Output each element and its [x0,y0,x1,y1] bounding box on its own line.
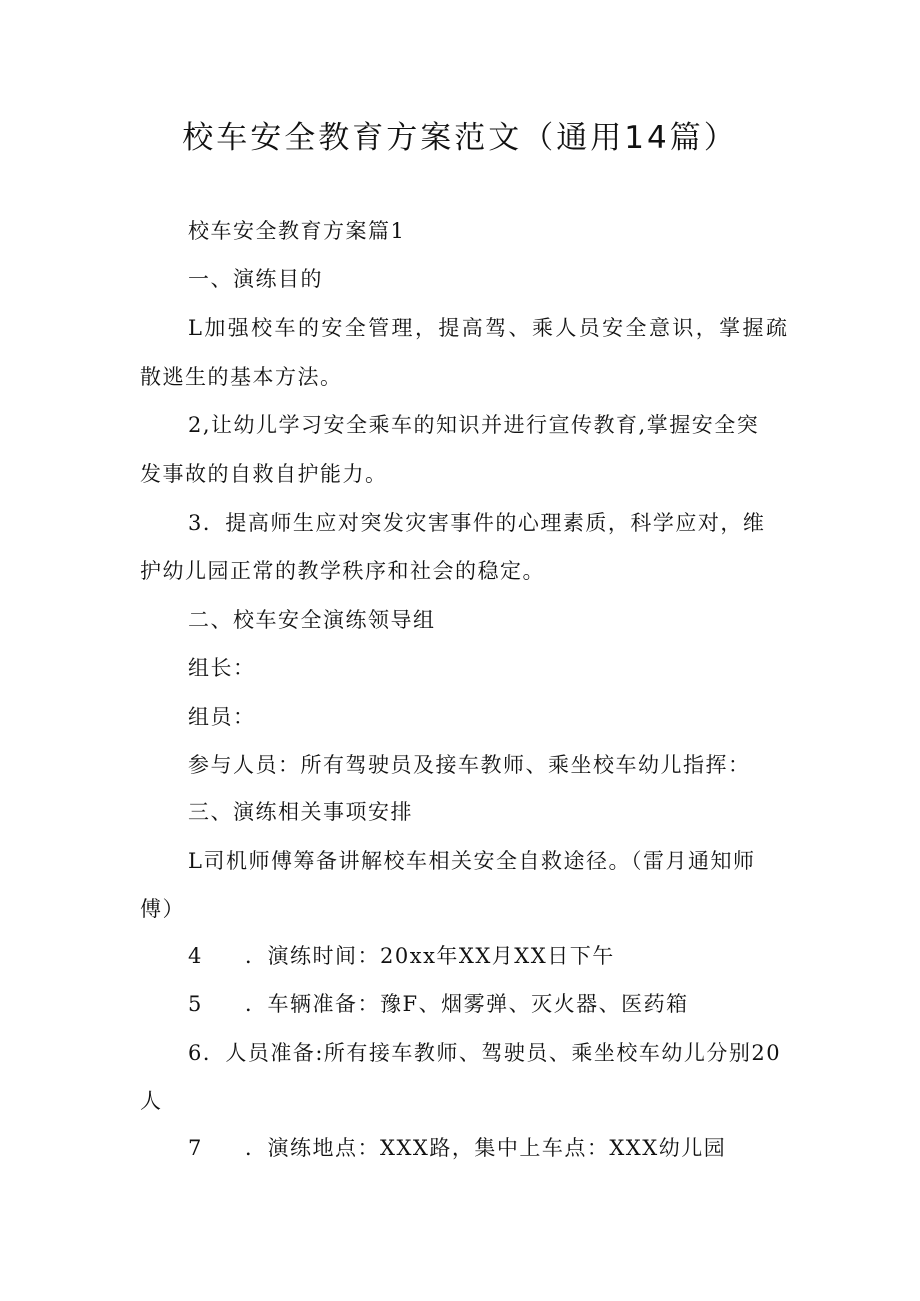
purpose-item-3-line-2: 护幼儿园正常的教学秩序和社会的稳定。 [140,559,545,583]
heading-leadership-group: 二、校车安全演练领导组 [188,608,436,632]
arrangement-item-7-number: 7 [188,1136,203,1160]
arrangement-item-4-text: ．演练时间：20xx年XX月XX日下午 [245,944,615,968]
arrangement-item-7 [188,1133,726,1163]
arrangement-item-4-number: 4 [188,944,203,968]
purpose-item-2-line-2: 发事故的自救自护能力。 [140,462,388,486]
arrangement-item-1-line-1: L司机师傅筹备讲解校车相关安全自救途径。（雷月通知师 [188,849,756,873]
arrangement-item-6-line-2: 人 [140,1089,163,1113]
heading-arrangements: 三、演练相关事项安排 [188,800,413,824]
document-title: 校车安全教育方案范文（通用14篇） [182,120,738,156]
purpose-item-2-line-1: 2,让幼儿学习安全乘车的知识并进行宣传教育,掌握安全突 [188,413,760,437]
arrangement-item-4 [188,941,615,971]
arrangement-item-5-number: 5 [188,992,203,1016]
purpose-item-1-line-1: L加强校车的安全管理，提高驾、乘人员安全意识，掌握疏 [188,316,790,340]
arrangement-item-5 [188,989,689,1019]
heading-drill-purpose: 一、演练目的 [188,267,323,291]
section-heading: 校车安全教育方案篇1 [188,219,406,243]
arrangement-item-7-text: ．演练地点：XXX路，集中上车点：XXX幼儿园 [245,1136,727,1160]
group-members: 组员： [188,705,256,729]
participants: 参与人员：所有驾驶员及接车教师、乘坐校车幼儿指挥： [188,753,751,777]
arrangement-item-5-text: ．车辆准备：豫F、烟雾弹、灭火器、医药箱 [245,992,689,1016]
arrangement-item-1-line-2: 傅） [140,897,185,921]
group-leader: 组长： [188,656,256,680]
purpose-item-1-line-2: 散逃生的基本方法。 [140,365,343,389]
purpose-item-3-line-1: 3．提高师生应对突发灾害事件的心理素质，科学应对，维 [188,511,766,535]
arrangement-item-6-line-1: 6．人员准备:所有接车教师、驾驶员、乘坐校车幼儿分别20 [188,1041,782,1065]
